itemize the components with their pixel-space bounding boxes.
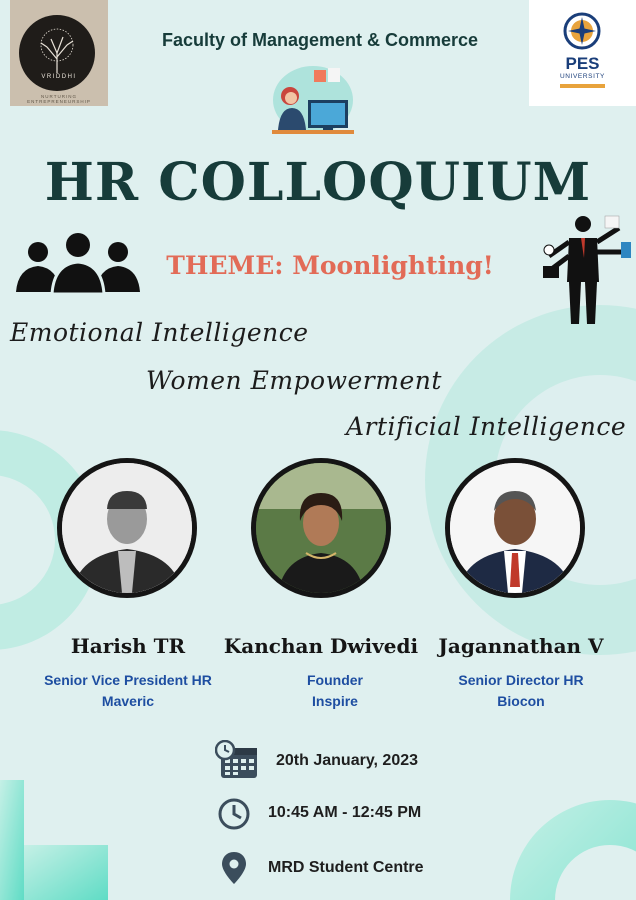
speaker-org-kanchan: Inspire — [312, 693, 358, 709]
ribbon-bar — [560, 84, 605, 88]
speaker-photo-harish — [57, 458, 197, 598]
speaker-org-jagannathan: Biocon — [497, 693, 545, 709]
speaker-role-harish — [28, 670, 228, 712]
vriddhi-tagline: NURTURING ENTREPRENEURSHIP — [27, 94, 91, 104]
group-icon — [12, 232, 144, 294]
speaker-title-jagannathan: Senior Director HR — [458, 672, 584, 688]
pes-university-logo — [529, 0, 636, 106]
compass-emblem-icon — [529, 0, 636, 54]
office-worker-illustration — [268, 60, 358, 140]
faculty-heading: Faculty of Management & Commerce — [161, 30, 479, 50]
topic-women-empowerment: Women Empowerment — [146, 366, 442, 395]
vriddhi-logo — [10, 0, 108, 106]
vriddhi-brand: VRIDDHI — [41, 74, 77, 80]
speaker-name-harish: Harish TR — [70, 634, 186, 658]
speaker-photo-kanchan — [251, 458, 391, 598]
clock-icon — [216, 796, 252, 832]
theme-text: THEME: Moonlighting! — [166, 251, 494, 280]
event-venue: MRD Student Centre — [268, 859, 424, 876]
speaker-photo-jagannathan — [445, 458, 585, 598]
university-word: UNIVERSITY — [559, 73, 605, 80]
topic-emotional-intelligence: Emotional Intelligence — [10, 318, 309, 347]
pes-name: PES — [565, 54, 600, 73]
speaker-title-kanchan: Founder — [307, 672, 363, 688]
speaker-title-harish: Senior Vice President HR — [44, 672, 212, 688]
event-time: 10:45 AM - 12:45 PM — [268, 804, 422, 821]
event-title: HR COLLOQUIUM — [44, 152, 592, 213]
speaker-role-kanchan — [235, 670, 435, 712]
multitasking-businessman-illustration — [543, 212, 635, 330]
speaker-role-jagannathan — [421, 670, 621, 712]
speaker-org-harish: Maveric — [101, 693, 155, 709]
speaker-name-jagannathan: Jagannathan V — [438, 634, 604, 658]
event-date: 20th January, 2023 — [276, 752, 419, 769]
location-pin-icon — [220, 850, 248, 886]
speaker-name-kanchan: Kanchan Dwivedi — [223, 634, 419, 658]
topic-artificial-intelligence: Artificial Intelligence — [346, 412, 627, 441]
calendar-icon — [215, 740, 259, 780]
